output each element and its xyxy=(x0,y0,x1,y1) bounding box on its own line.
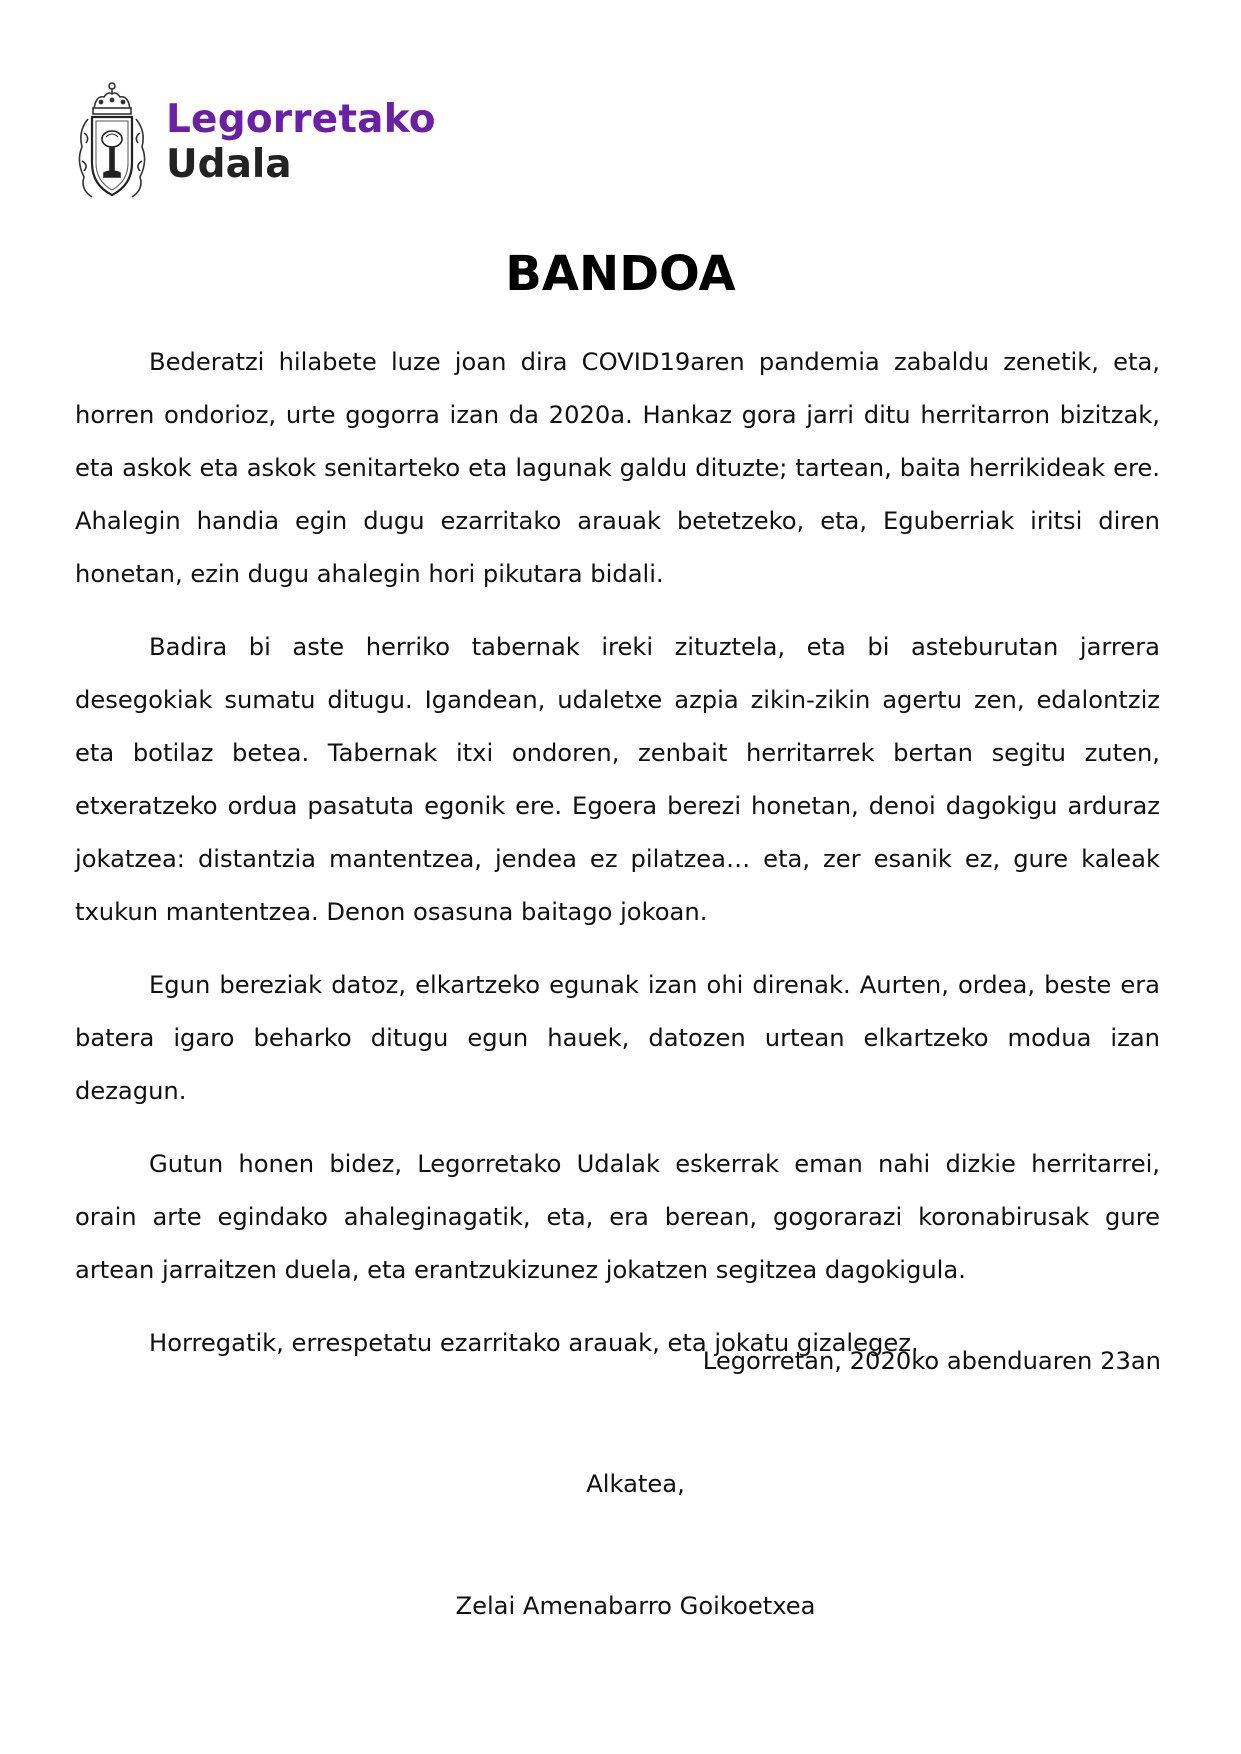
paragraph-1: Bederatzi hilabete luze joan dira COVID19aren pandemia zabaldu zenetik, eta, horren ondorioz, urte gogorra izan da 2020a. Hankaz gora jarri ditu herritarron bizitzak, eta askok eta askok senitarteko eta lagunak galdu dituzte; tartean, baita herrikideak ere. Ahalegin handia egin dugu ezarritako arauak betetzeko, eta, Eguberriak iritsi diren honetan, ezin dugu ahalegin hori pikutara bidali. xyxy=(75,348,1160,588)
organization-name-line1: Legorretako xyxy=(166,97,436,143)
paragraph-2: Badira bi aste herriko tabernak ireki zituztela, eta bi asteburutan jarrera desegokiak sumatu ditugu. Igandean, udaletxe azpia zikin-zikin agertu zen, edalontziz eta botilaz betea. Tabernak itxi ondoren, zenbait herritarrek bertan segitu zuten, etxeratzeko ordua pasatuta egonik ere. Egoera berezi honetan, denoi dagokigu arduraz jokatzea: distantzia mantentzea, jendea ez pilatzea… eta, zer esanik ez, gure kaleak txukun mantentzea. Denon osasuna baitago jokoan. xyxy=(75,633,1160,926)
dateline: Legorretan, 2020ko abenduaren 23an xyxy=(702,1347,1161,1375)
document-body xyxy=(75,336,1160,1390)
letterhead xyxy=(74,78,436,208)
signoff-title: Alkatea, xyxy=(586,1470,685,1498)
signer-name: Zelai Amenabarro Goikoetxea xyxy=(455,1592,816,1620)
organization-name-line2: Udala xyxy=(166,142,292,187)
paragraph-3: Egun bereziak datoz, elkartzeko egunak izan ohi direnak. Aurten, ordea, beste era batera igaro beharko ditugu egun hauek, datozen urtean elkartzeko modua izan dezagun. xyxy=(75,971,1160,1105)
town-coat-of-arms-icon xyxy=(74,81,150,205)
document-title: BANDOA xyxy=(505,246,736,302)
paragraph-5: Horregatik, errespetatu ezarritako arauak, eta jokatu gizalegez. xyxy=(149,1329,919,1357)
organization-name xyxy=(166,97,436,187)
paragraph-4: Gutun honen bidez, Legorretako Udalak eskerrak eman nahi dizkie herritarrei, orain arte egindako ahaleginagatik, eta, era berean, gogorarazi koronabirusak gure artean jarraitzen duela, eta erantzukizunez jokatzen segitzea dagokigula. xyxy=(75,1150,1160,1284)
